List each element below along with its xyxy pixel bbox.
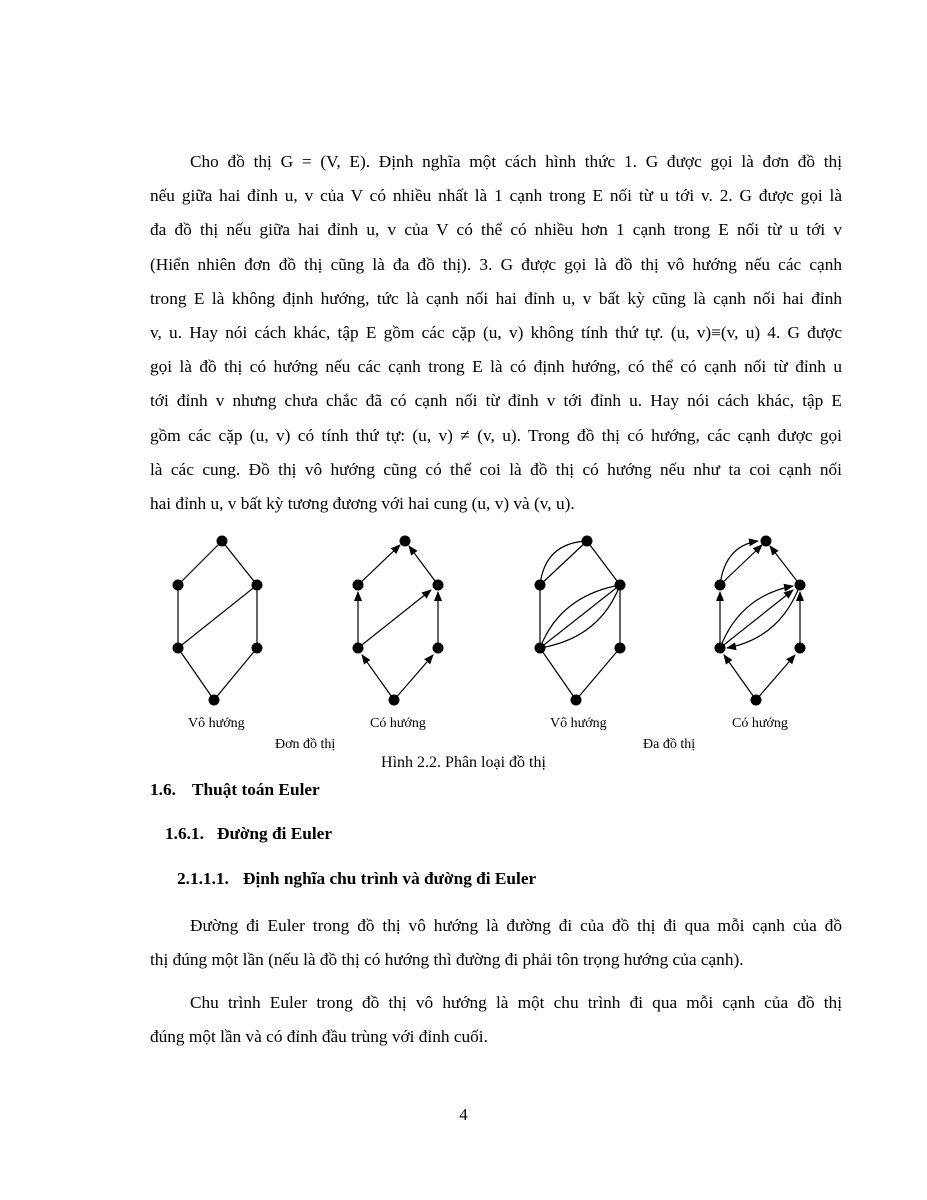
- vertex: [582, 536, 593, 547]
- paragraph-line: v, u. Hay nói cách khác, tập E gồm các cặp (u, v) không tính thứ tự. (u, v)≡(v, u) 4. G được: [150, 323, 842, 343]
- vertex: [715, 580, 726, 591]
- vertex: [353, 580, 364, 591]
- heading-text: Thuật toán Euler: [192, 780, 320, 799]
- vertex: [535, 643, 546, 654]
- vertex: [400, 536, 411, 547]
- graph-classification-figure: [150, 528, 850, 760]
- graph-label: Có hướng: [732, 716, 788, 731]
- vertex: [615, 580, 626, 591]
- vertex: [217, 536, 228, 547]
- subsection-heading: [165, 824, 332, 844]
- vertex: [433, 643, 444, 654]
- paragraph-line: gọi là đồ thị có hướng nếu các cạnh trong E là có định hướng, có thể có cạnh nối từ đỉnh u: [150, 357, 842, 377]
- vertex: [615, 643, 626, 654]
- heading-text: Định nghĩa chu trình và đường đi Euler: [243, 869, 537, 888]
- graph-multi-directed: [720, 541, 800, 700]
- page-number: 4: [459, 1105, 468, 1124]
- vertex: [353, 643, 364, 654]
- paragraph-line: (Hiển nhiên đơn đồ thị cũng là đa đồ thị). 3. G được gọi là đồ thị vô hướng nếu các cạnh: [150, 254, 842, 274]
- vertex: [535, 580, 546, 591]
- paragraph-line: đa đồ thị nếu giữa hai đỉnh u, v của V có thể có nhiều hơn 1 cạnh trong E nối từ u tới v: [150, 220, 842, 240]
- heading-text: Đường đi Euler: [217, 824, 333, 843]
- paragraph-line: Cho đồ thị G = (V, E). Định nghĩa một cách hình thức 1. G được gọi là đơn đồ thị: [190, 152, 842, 171]
- paragraph-line: hai đỉnh u, v bất kỳ tương đương với hai cung (u, v) và (v, u).: [150, 494, 575, 514]
- paragraph-graph-definitions: [150, 145, 842, 521]
- subsubsection-heading: [177, 869, 536, 889]
- paragraph-line: gồm các cặp (u, v) có tính thứ tự: (u, v) ≠ (v, u). Trong đồ thị có hướng, các cạnh được gọi: [150, 425, 842, 445]
- vertex: [715, 643, 726, 654]
- figure-caption: Hình 2.2. Phân loại đồ thị: [381, 754, 546, 771]
- vertex: [571, 695, 582, 706]
- heading-number: 1.6.1.: [165, 824, 204, 843]
- vertex: [761, 536, 772, 547]
- paragraph-line: Chu trình Euler trong đồ thị vô hướng là một chu trình đi qua mỗi cạnh của đồ thị: [190, 993, 842, 1012]
- paragraph-line: đúng một lần và có đỉnh đầu trùng với đỉnh cuối.: [150, 1027, 488, 1047]
- vertex: [795, 580, 806, 591]
- paragraph-line: trong E là không định hướng, tức là cạnh nối hai đỉnh u, v bất kỳ cũng là cạnh nối hai đỉnh: [150, 288, 842, 308]
- paragraph-line: là các cung. Đồ thị vô hướng cũng có thể coi là đồ thị có hướng nếu như ta coi cạnh nối: [150, 459, 842, 479]
- vertex: [795, 643, 806, 654]
- graph-simple-undirected: [178, 541, 257, 700]
- graph-label: Vô hướng: [550, 716, 607, 731]
- graph-label: Vô hướng: [188, 716, 245, 731]
- graph-label: Có hướng: [370, 716, 426, 731]
- paragraph-line: thị đúng một lần (nếu là đồ thị có hướng thì đường đi phải tôn trọng hướng của cạnh).: [150, 950, 744, 970]
- group-label: Đa đồ thị: [643, 737, 696, 752]
- paragraph-euler-cycle: [150, 986, 842, 1054]
- vertex: [751, 695, 762, 706]
- vertex: [389, 695, 400, 706]
- paragraph-euler-path: [150, 909, 842, 977]
- section-heading: [150, 780, 320, 800]
- group-label: Đơn đồ thị: [275, 737, 336, 752]
- vertex: [433, 580, 444, 591]
- vertex: [252, 580, 263, 591]
- vertex: [173, 580, 184, 591]
- paragraph-line: nếu giữa hai đỉnh u, v của V có nhiều nhất là 1 cạnh trong E nối từ u tới v. 2. G được gọi là: [150, 186, 842, 206]
- heading-number: 2.1.1.1.: [177, 869, 229, 888]
- paragraph-line: Đường đi Euler trong đồ thị vô hướng là đường đi của đồ thị đi qua mỗi cạnh của đồ: [190, 916, 842, 935]
- graph-simple-directed: [358, 545, 438, 700]
- vertex: [252, 643, 263, 654]
- vertex: [209, 695, 220, 706]
- heading-number: 1.6.: [150, 780, 176, 799]
- paragraph-line: tới đỉnh v nhưng chưa chắc đã có cạnh nối từ đỉnh v tới đỉnh u. Hay nói cách khác, tập E: [150, 391, 842, 411]
- vertex: [173, 643, 184, 654]
- graph-multi-undirected: [540, 541, 620, 700]
